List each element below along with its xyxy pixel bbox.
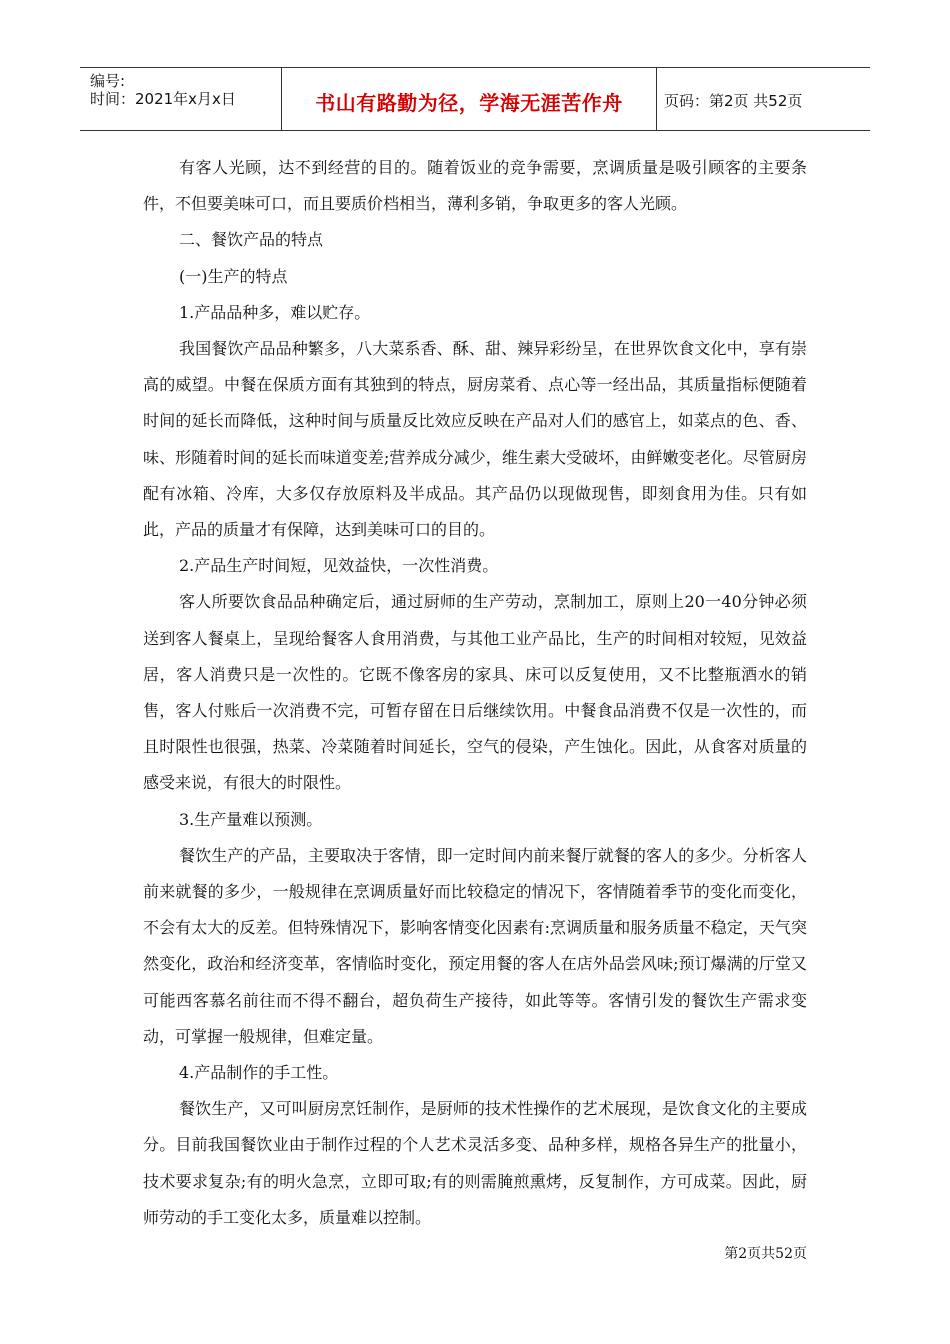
header-motto-cell xyxy=(281,68,657,130)
body-paragraph: 有客人光顾，达不到经营的目的。随着饭业的竞争需要，烹调质量是吸引顾客的主要条件，不但要美味可口，而且要质价档相当，薄利多销，争取更多的客人光顾。 xyxy=(143,158,807,214)
document-time-label: 时间：2021年x月x日 xyxy=(90,90,236,108)
point-heading: 1.产品品种多，难以贮存。 xyxy=(179,302,371,322)
header-motto: 书山有路勤为径，学海无涯苦作舟 xyxy=(315,91,623,115)
body-paragraph: 我国餐饮产品品种繁多，八大菜系香、酥、甜、辣异彩纷呈，在世界饮食文化中，享有崇高的威望。中餐在保质方面有其独到的特点，厨房菜肴、点心等一经出品，其质量指标便随着时间的延长而降低，这种时间与质量反比效应反映在产品对人们的感官上，如菜点的色、香、味、形随着时间的延长而味道变差;营养成分减少，维生素大受破坏，由鲜嫩变老化。尽管厨房配有冰箱、冷库，大多仅存放原料及半成品。其产品仍以现做现售，即刻食用为佳。只有如此，产品的质量才有保障，达到美味可口的目的。 xyxy=(143,339,807,540)
document-body xyxy=(143,150,807,1236)
body-paragraph: 餐饮生产的产品，主要取决于客情，即一定时间内前来餐厅就餐的客人的多少。分析客人前来就餐的多少，一般规律在烹调质量好而比较稳定的情况下，客情随着季节的变化而变化，不会有太大的反差。但特殊情况下，影响客情变化因素有:烹调质量和服务质量不稳定，天气突然变化，政治和经济变革，客情临时变化，预定用餐的客人在店外品尝风味;预订爆满的厅堂又可能西客慕名前往而不得不翻台，超负荷生产接待，如此等等。客情引发的餐饮生产需求变动，可掌握一般规律，但难定量。 xyxy=(143,845,807,1046)
section-heading: 二、餐饮产品的特点 xyxy=(179,230,324,250)
point-heading: 4.产品制作的手工性。 xyxy=(179,1063,339,1083)
header-page-info: 页码：第2页 共52页 xyxy=(664,92,803,110)
header-page-cell xyxy=(656,68,870,130)
body-paragraph: 餐饮生产，又可叫厨房烹饪制作，是厨师的技术性操作的艺术展现，是饮食文化的主要成分。目前我国餐饮业由于制作过程的个人艺术灵活多变、品种多样，规格各异生产的批量小，技术要求复杂;有的明火急烹，立即可取;有的则需腌煎熏烤，反复制作，方可成菜。因此，厨师劳动的手工变化太多，质量难以控制。 xyxy=(143,1099,807,1227)
point-heading: 2.产品生产时间短，见效益快，一次性消费。 xyxy=(179,556,499,576)
body-paragraph: 客人所要饮食品品种确定后，通过厨师的生产劳动，烹制加工，原则上20一40分钟必须送到客人餐桌上，呈现给餐客人食用消费，与其他工业产品比，生产的时间相对较短，见效益居，客人消费只是一次性的。它既不像客房的家具、床可以反复使用，又不比整瓶酒水的销售，客人付账后一次消费不完，可暂存留在日后继续饮用。中餐食品消费不仅是一次性的，而且时限性也很强，热菜、冷菜随着时间延长，空气的侵染，产生蚀化。因此，从食客对质量的感受来说，有很大的时限性。 xyxy=(143,592,807,793)
page-header xyxy=(80,67,870,131)
header-meta xyxy=(80,68,280,130)
page-footer-number: 第2页共52页 xyxy=(724,1246,807,1262)
subsection-heading: (一)生产的特点 xyxy=(179,266,288,286)
point-heading: 3.生产量难以预测。 xyxy=(179,809,323,829)
document-number-label: 编号: xyxy=(90,72,126,90)
